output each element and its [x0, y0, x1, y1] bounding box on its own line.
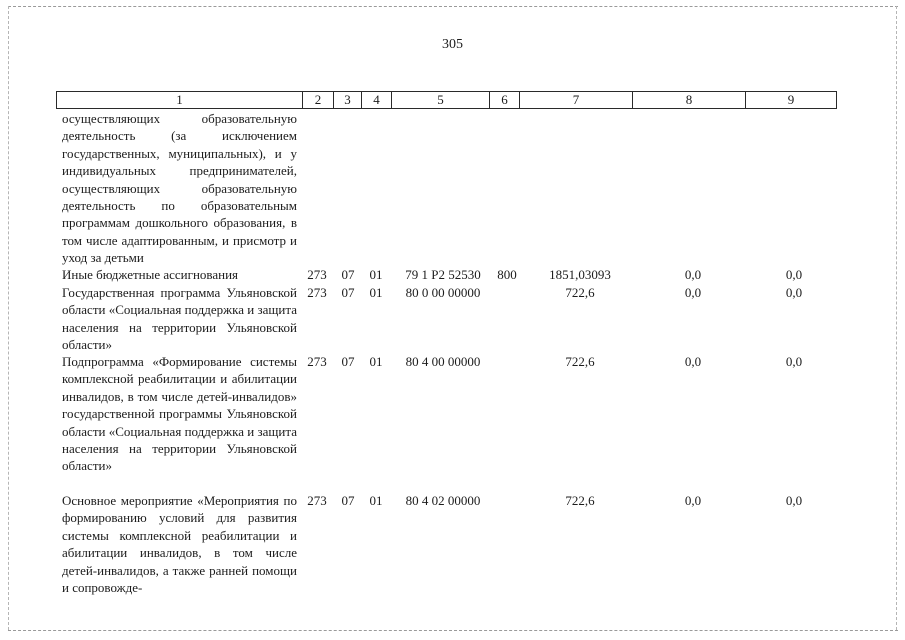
- cell-ministry-code: 273: [307, 354, 327, 369]
- cell-amount-1: 1851,03093: [549, 267, 611, 282]
- cell-section: 07: [341, 285, 355, 300]
- header-row: [57, 92, 837, 109]
- row-description: Подпрограмма «Формирование системы комплексной реабилитации и абилитации инвалидов, в том числе детей-инвалидов» государственной программы Ульяновской области «Социальная поддержка и защита населения на территории Ульяновской области»: [62, 354, 297, 474]
- page-border-right: [896, 6, 897, 630]
- cell-ministry-code: 273: [307, 267, 327, 282]
- header-cell-7: 7: [520, 92, 633, 109]
- cell-amount-2: 0,0: [684, 493, 702, 508]
- column-number-header: [56, 91, 837, 109]
- cell-amount-3: 0,0: [785, 493, 803, 508]
- cell-section: 07: [341, 493, 355, 508]
- cell-target-article: 80 4 02 00000: [405, 493, 481, 508]
- row-description: Иные бюджетные ассигнования: [62, 267, 239, 282]
- cell-amount-3: 0,0: [785, 267, 803, 282]
- cell-target-article: 79 1 Р2 52530: [405, 267, 481, 282]
- page-border-left: [8, 6, 9, 630]
- cell-amount-1: 722,6: [565, 354, 595, 369]
- cell-subsection: 01: [369, 285, 383, 300]
- header-cell-6: 6: [490, 92, 520, 109]
- cell-amount-3: 0,0: [785, 354, 803, 369]
- cell-amount-3: 0,0: [785, 285, 803, 300]
- header-cell-5: 5: [392, 92, 490, 109]
- page-number: 305: [442, 37, 463, 52]
- row-description: осуществляющих образовательную деятельность (за исключением государственных, муниципальных), и у индивидуальных предпринимателей, осуществляющих образовательную деятельность по образовательным программам дошкольного образования, в том числе адаптированным, и присмотр и уход за детьми: [62, 111, 297, 266]
- cell-ministry-code: 273: [307, 493, 327, 508]
- cell-subsection: 01: [369, 267, 383, 282]
- header-cell-2: 2: [303, 92, 334, 109]
- header-cell-1: 1: [57, 92, 303, 109]
- page-border-top: [8, 6, 898, 7]
- cell-subsection: 01: [369, 493, 383, 508]
- cell-ministry-code: 273: [307, 285, 327, 300]
- cell-section: 07: [341, 267, 355, 282]
- cell-target-article: 80 4 00 00000: [405, 354, 481, 369]
- cell-subsection: 01: [369, 354, 383, 369]
- row-description: Государственная программа Ульяновской области «Социальная поддержка и защита населения на территории Ульяновской области»: [62, 285, 297, 353]
- header-cell-9: 9: [746, 92, 837, 109]
- cell-amount-2: 0,0: [684, 267, 702, 282]
- cell-section: 07: [341, 354, 355, 369]
- header-cell-4: 4: [362, 92, 392, 109]
- cell-target-article: 80 0 00 00000: [405, 285, 481, 300]
- header-cell-8: 8: [633, 92, 746, 109]
- row-description: Основное мероприятие «Мероприятия по формированию условий для развития системы комплексной реабилитации и абилитации инвалидов, в том числе детей-инвалидов, а также ранней помощи и сопровожде-: [62, 493, 297, 596]
- cell-amount-2: 0,0: [684, 285, 702, 300]
- cell-amount-1: 722,6: [565, 285, 595, 300]
- cell-amount-1: 722,6: [565, 493, 595, 508]
- page-border-bottom: [8, 630, 898, 631]
- cell-expense-type: 800: [497, 267, 517, 282]
- cell-amount-2: 0,0: [684, 354, 702, 369]
- header-cell-3: 3: [334, 92, 362, 109]
